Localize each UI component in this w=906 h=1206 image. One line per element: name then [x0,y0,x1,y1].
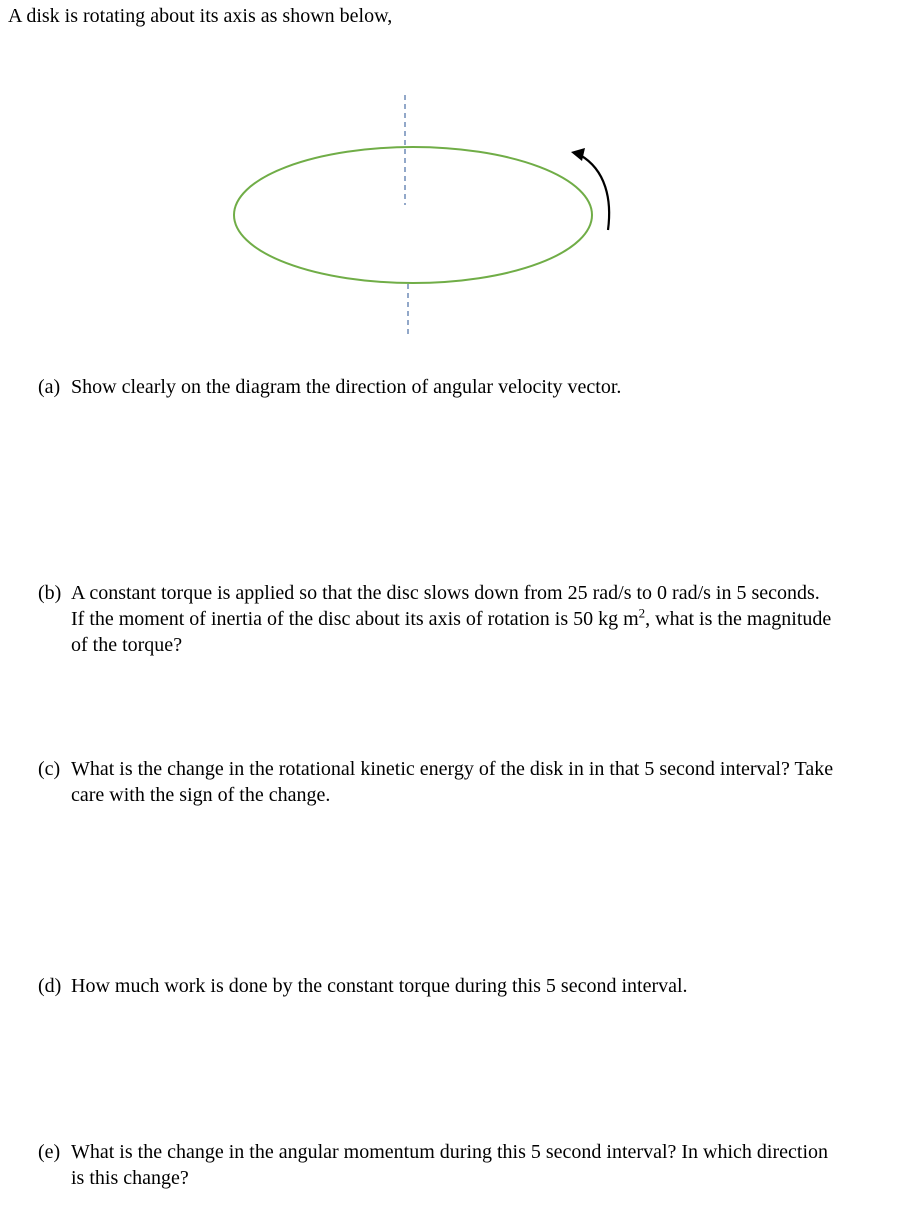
question-text: What is the change in the rotational kinetic energy of the disk in in that 5 second interval? Take care with the sign of the change. [71,758,834,806]
question-a [38,374,838,400]
question-b [38,580,838,658]
question-text: How much work is done by the constant torque during this 5 second interval. [71,975,688,997]
question-label: (b) [38,582,62,604]
question-text-part: , what is the magnitude of the torque? [71,608,832,656]
intro-text: A disk is rotating about its axis as shown below, [8,5,393,27]
rotation-arrow [580,155,609,230]
superscript-exponent: 2 [638,605,646,621]
rotating-disk-diagram [0,0,906,400]
disk-outline [234,147,592,283]
question-text: Show clearly on the diagram the direction of angular velocity vector. [71,376,622,398]
question-text [38,580,838,658]
question-label: (e) [38,1141,61,1163]
question-label: (d) [38,975,62,997]
question-text: What is the change in the angular momentum during this 5 second interval? In which direction is this change? [71,1141,829,1189]
question-text-part: A constant torque is applied so that the disc slows down from 25 rad/s to 0 rad/s in 5 seconds. If the moment of inertia of the disc about its axis of rotation is 50 kg m [71,582,820,630]
question-label: (a) [38,376,61,398]
question-c [38,756,838,808]
question-label: (c) [38,758,61,780]
rotation-arrowhead-icon [571,148,585,161]
question-e [38,1139,838,1191]
question-d [38,973,838,999]
